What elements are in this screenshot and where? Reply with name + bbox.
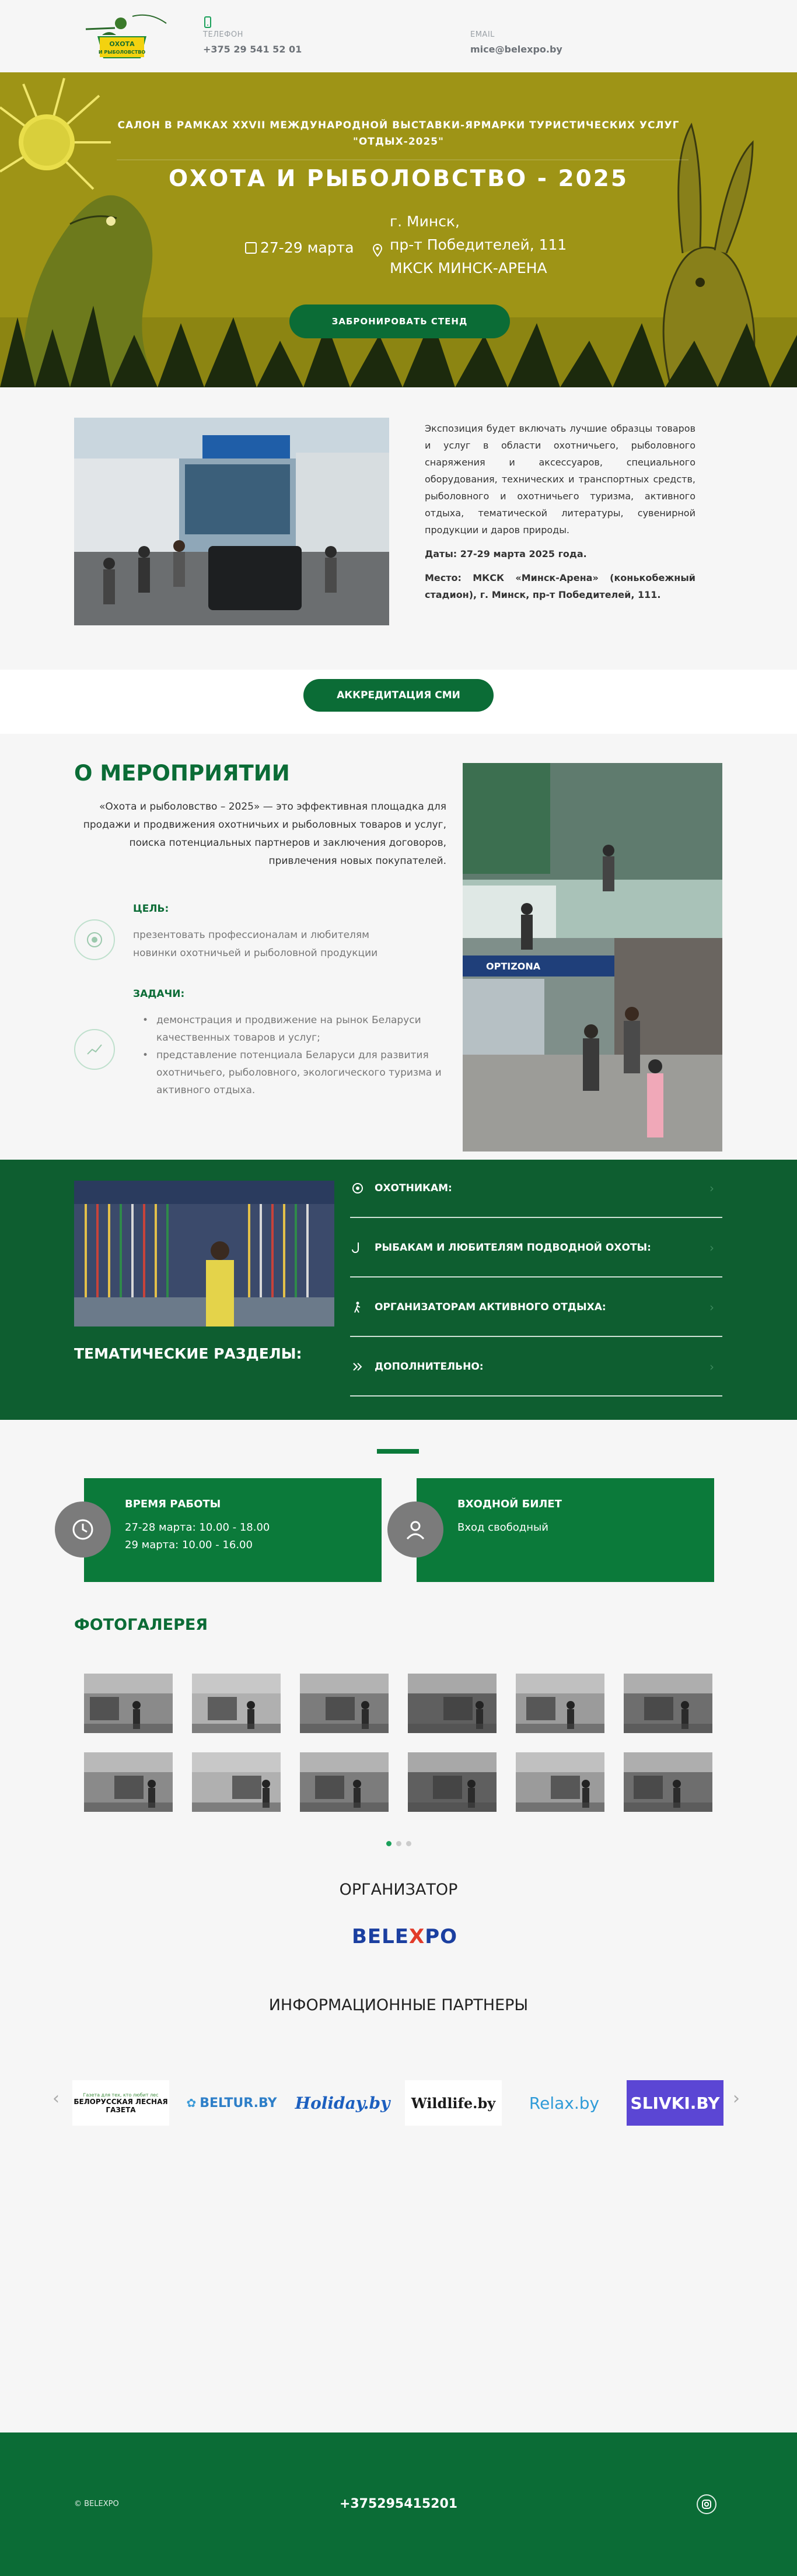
- ticket-heading: ВХОДНОЙ БИЛЕТ: [457, 1498, 562, 1510]
- gallery-thumbnail[interactable]: [192, 1752, 281, 1812]
- partner-logo-lesnaya-gazeta[interactable]: [72, 2080, 169, 2126]
- instagram-icon[interactable]: [697, 2494, 716, 2514]
- organizer-section: [0, 1873, 797, 1975]
- partner-logo-text: Wildlife.by: [411, 2094, 496, 2112]
- hero-dates: [245, 239, 354, 256]
- exhibition-visitors-photo: [463, 763, 722, 1152]
- theme-item-additional[interactable]: [350, 1338, 722, 1396]
- partners-title: ИНФОРМАЦИОННЫЕ ПАРТНЕРЫ: [268, 1996, 529, 2014]
- hero-title: ОХОТА И РЫБОЛОВСТВО - 2025: [168, 166, 629, 192]
- hero-subtitle: САЛОН В РАМКАХ XXVII МЕЖДУНАРОДНОЙ ВЫСТАВКИ-ЯРМАРКИ ТУРИСТИЧЕСКИХ УСЛУГ "ОТДЫХ-2025": [117, 120, 680, 148]
- info-section: [0, 1420, 797, 1606]
- gallery-thumbnail[interactable]: [192, 1674, 281, 1733]
- gallery-pagination: [384, 1838, 414, 1849]
- partner-logo-relax[interactable]: [516, 2080, 613, 2126]
- about-title: О МЕРОПРИЯТИИ: [74, 761, 290, 786]
- belexpo-logo-c: PO: [425, 1925, 458, 1948]
- target-icon: [351, 1160, 364, 1217]
- ticket-text: Вход свободный: [457, 1521, 548, 1534]
- partner-logo-holiday[interactable]: [294, 2080, 391, 2126]
- hero-place-line2: пр-т Победителей, 111: [390, 236, 567, 253]
- partner-logo-text: Relax.by: [529, 2093, 600, 2113]
- gallery-thumbnail[interactable]: [84, 1674, 173, 1733]
- intro-dates: Даты: 27-29 марта 2025 года.: [425, 548, 587, 559]
- chevron-right-icon: ›: [709, 1241, 714, 1255]
- theme-item-hunters[interactable]: [350, 1160, 722, 1218]
- footer-phone[interactable]: +375295415201: [339, 2497, 458, 2511]
- partner-logo-text: Holiday.by: [295, 2093, 390, 2113]
- logo-text-1: ОХОТА: [109, 40, 135, 48]
- gallery-thumbnail[interactable]: [408, 1674, 497, 1733]
- phone-icon: [203, 16, 212, 28]
- partners-prev-button[interactable]: ‹: [53, 2088, 60, 2109]
- intro-place: Место: МКСК «Минск-Арена» (конькобежный стадион), г. Минск, пр-т Победителей, 111.: [425, 572, 695, 600]
- gallery-thumbnail[interactable]: [624, 1674, 712, 1733]
- double-chevron-icon: [351, 1338, 364, 1395]
- photo-gallery: [0, 1606, 797, 1873]
- about-section: [0, 734, 797, 1160]
- hero-dates-text: 27-29 марта: [260, 239, 354, 256]
- gallery-thumbnail[interactable]: [300, 1674, 389, 1733]
- themes-title: ТЕМАТИЧЕСКИЕ РАЗДЕЛЫ:: [74, 1345, 302, 1362]
- phone-label: ТЕЛЕФОН: [203, 30, 243, 39]
- gallery-thumbnail[interactable]: [84, 1752, 173, 1812]
- user-icon: [387, 1502, 443, 1558]
- gallery-thumbnail[interactable]: [300, 1752, 389, 1812]
- email-value[interactable]: mice@belexpo.by: [470, 44, 562, 55]
- site-header: [0, 0, 797, 72]
- clock-icon: [55, 1502, 111, 1558]
- hero-place: [390, 210, 567, 280]
- partners-section: [0, 1975, 797, 2432]
- footer-copyright: © BELEXPO: [74, 2500, 119, 2508]
- gallery-thumbnail[interactable]: [516, 1752, 604, 1812]
- hours-line1: 27-28 марта: 10.00 - 18.00: [125, 1521, 270, 1534]
- partners-next-button[interactable]: ›: [733, 2088, 740, 2109]
- partner-logo-text: SLIVKI.BY: [630, 2093, 720, 2113]
- accreditation-section: [0, 670, 797, 734]
- partner-logo-slivki[interactable]: [627, 2080, 723, 2126]
- theme-item-label: ДОПОЛНИТЕЛЬНО:: [375, 1361, 484, 1373]
- tasks-heading: ЗАДАЧИ:: [133, 988, 185, 1000]
- hours-line2: 29 марта: 10.00 - 16.00: [125, 1539, 253, 1551]
- section-divider: [377, 1449, 419, 1454]
- site-logo[interactable]: [74, 12, 167, 60]
- optizona-sign: OPTIZONA: [486, 961, 541, 972]
- phone-value[interactable]: +375 29 541 52 01: [203, 44, 302, 55]
- partner-logo-text: БЕЛОРУССКАЯ ЛЕСНАЯ ГАЗЕТА: [74, 2097, 168, 2114]
- entry-ticket-card: [417, 1478, 714, 1582]
- hero-banner: [0, 72, 797, 387]
- email-label: EMAIL: [470, 30, 495, 39]
- partner-logo-text: BELTUR.BY: [200, 2095, 277, 2110]
- logo-text-2: И РЫБОЛОВСТВО: [98, 50, 146, 55]
- belexpo-logo-a: BELE: [352, 1925, 410, 1948]
- growth-chart-icon: [74, 1029, 115, 1070]
- gallery-dot[interactable]: [386, 1841, 391, 1846]
- fishing-rods-shop-photo: [74, 1181, 334, 1326]
- flower-icon: ✿: [186, 2096, 197, 2110]
- location-pin-icon: [372, 244, 383, 257]
- intro-section: [0, 387, 797, 670]
- belexpo-logo-b: X: [409, 1925, 425, 1948]
- gallery-dot[interactable]: [406, 1841, 411, 1846]
- theme-item-organizers[interactable]: [350, 1279, 722, 1337]
- gallery-thumbnail[interactable]: [516, 1674, 604, 1733]
- partner-logo-small-text: Газета для тех, кто любит лес: [83, 2092, 159, 2098]
- organizer-title: ОРГАНИЗАТОР: [339, 1881, 458, 1899]
- partner-logo-beltur[interactable]: [183, 2080, 280, 2126]
- calendar-icon: [245, 242, 257, 254]
- belexpo-logo[interactable]: [352, 1925, 457, 1948]
- hiker-icon: [351, 1279, 364, 1336]
- partner-logo-wildlife[interactable]: [405, 2080, 502, 2126]
- about-lead: «Охота и рыболовство – 2025» — это эффективная площадка для продажи и продвижения охотничьих и рыболовных товаров и услуг, поиска потенциальных партнеров и заключения договоров, привлечения новых покупателей.: [83, 801, 446, 867]
- target-icon: [74, 919, 115, 960]
- tasks-list: [142, 1012, 446, 1099]
- hours-heading: ВРЕМЯ РАБОТЫ: [125, 1498, 221, 1510]
- chevron-right-icon: ›: [709, 1360, 714, 1374]
- themes-section: [0, 1160, 797, 1420]
- theme-item-label: ОРГАНИЗАТОРАМ АКТИВНОГО ОТДЫХА:: [375, 1301, 606, 1313]
- media-accreditation-button[interactable]: АККРЕДИТАЦИЯ СМИ: [303, 679, 494, 712]
- theme-item-label: РЫБАКАМ И ЛЮБИТЕЛЯМ ПОДВОДНОЙ ОХОТЫ:: [375, 1242, 651, 1254]
- gallery-title: ФОТОГАЛЕРЕЯ: [74, 1616, 208, 1634]
- intro-text: [425, 420, 695, 610]
- working-hours-card: [84, 1478, 382, 1582]
- goal-text: презентовать профессионалам и любителям новинки охотничьей и рыболовной продукции: [133, 929, 378, 959]
- intro-paragraph: Экспозиция будет включать лучшие образцы товаров и услуг в области охотничьего, рыболовного снаряжения и аксессуаров, специального оборудования, технических и транспортных средств, рыболовного и охотничьего туризма, активного отдыха, тематической литературы, сувенирной продукции и даров природы.: [425, 423, 695, 536]
- hero-place-line1: г. Минск,: [390, 213, 460, 230]
- chevron-right-icon: ›: [709, 1181, 714, 1195]
- book-stand-button[interactable]: ЗАБРОНИРОВАТЬ СТЕНД: [289, 304, 510, 338]
- contact-email: [470, 16, 562, 55]
- fish-hook-icon: [351, 1219, 364, 1276]
- contact-phone: [203, 16, 302, 55]
- hero-place-line3: МКСК МИНСК-АРЕНА: [390, 260, 547, 276]
- gallery-thumbnail[interactable]: [624, 1752, 712, 1812]
- exhibition-hall-photo: [74, 418, 389, 625]
- site-footer: [0, 2432, 797, 2576]
- theme-item-fishermen[interactable]: [350, 1219, 722, 1278]
- gallery-thumbnail[interactable]: [408, 1752, 497, 1812]
- email-icon: [470, 16, 480, 28]
- theme-item-label: ОХОТНИКАМ:: [375, 1182, 452, 1194]
- goal-heading: ЦЕЛЬ:: [133, 903, 169, 915]
- task-item: • представление потенциала Беларуси для развития охотничьего, рыболовного, экологического туризма и активного отдыха.: [142, 1046, 446, 1099]
- chevron-right-icon: ›: [709, 1300, 714, 1314]
- gallery-dot[interactable]: [396, 1841, 401, 1846]
- task-item: • демонстрация и продвижение на рынок Беларуси качественных товаров и услуг;: [142, 1012, 446, 1046]
